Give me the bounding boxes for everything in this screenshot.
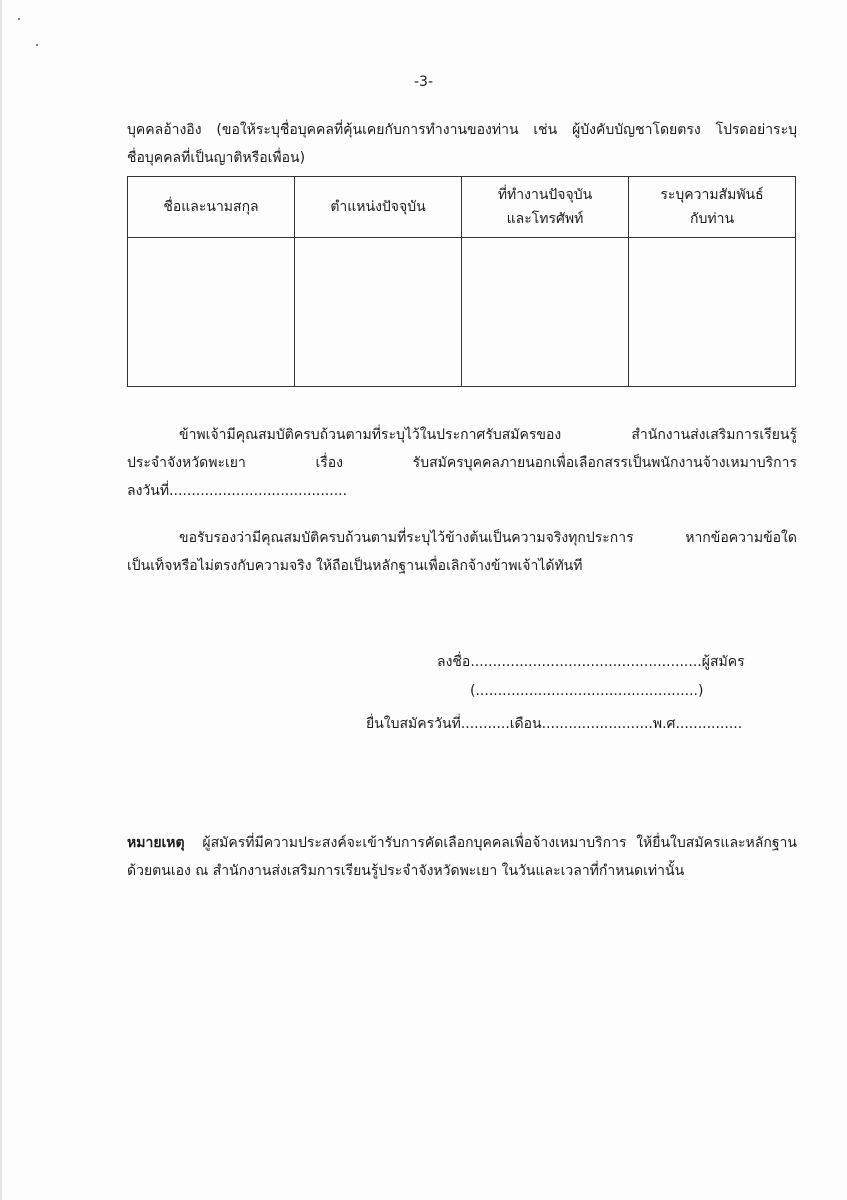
- column-header-name: ชื่อและนามสกุล: [128, 177, 295, 238]
- references-intro: [127, 116, 797, 172]
- note: [127, 829, 797, 885]
- qualification-statement: [127, 421, 797, 505]
- column-header-position: ตำแหน่งปัจจุบัน: [295, 177, 462, 238]
- scan-speck: [36, 44, 38, 46]
- references-intro-line: บุคคลอ้างอิง (ขอให้ระบุชื่อบุคคลที่คุ้นเคยกับการทำงานของท่าน เช่น ผู้บังคับบัญชาโดยตรง โปรดอย่าระบุ: [127, 122, 797, 138]
- application-date-line: ยื่นใบสมัครวันที่...........เดือน.........................พ.ศ...............: [366, 716, 743, 732]
- applicant-signature-line: ลงชื่อ....................................................ผู้สมัคร: [437, 654, 745, 670]
- table-cell-workplace[interactable]: [462, 238, 629, 387]
- scan-speck: [18, 18, 20, 20]
- column-header-relationship: ระบุความสัมพันธ์ กับท่าน: [629, 177, 796, 238]
- references-intro-line: ชื่อบุคคลที่เป็นญาติหรือเพื่อน): [127, 150, 306, 166]
- qualification-line: ข้าพเจ้ามีคุณสมบัติครบถ้วนตามที่ระบุไว้ในประกาศรับสมัครของ สำนักงานส่งเสริมการเรียนรู้: [179, 427, 797, 443]
- note-line: ด้วยตนเอง ณ สำนักงานส่งเสริมการเรียนรู้ประจำจังหวัดพะเยา ในวันและเวลาที่กำหนดเท่านั้น: [127, 863, 685, 879]
- certification-line: เป็นเท็จหรือไม่ตรงกับความจริง ให้ถือเป็นหลักฐานเพื่อเลิกจ้างข้าพเจ้าได้ทันที: [127, 558, 583, 574]
- note-line: [127, 829, 797, 857]
- references-table: [127, 176, 796, 387]
- certification-line: ขอรับรองว่ามีคุณสมบัติครบถ้วนตามที่ระบุไว้ข้างต้นเป็นความจริงทุกประการ หากข้อความข้อใด: [179, 530, 797, 546]
- qualification-date-line: ลงวันที่........................................: [127, 483, 348, 499]
- applicant-name-line: (..................................................): [470, 683, 704, 699]
- table-cell-position[interactable]: [295, 238, 462, 387]
- table-cell-name[interactable]: [128, 238, 295, 387]
- column-header-workplace: ที่ทำงานปัจจุบัน และโทรศัพท์: [462, 177, 629, 238]
- note-text: ผู้สมัครที่มีความประสงค์จะเข้ารับการคัดเลือกบุคคลเพื่อจ้างเหมาบริการ ให้ยื่นใบสมัครและหลักฐาน: [202, 835, 797, 851]
- page-number: -3-: [413, 74, 433, 90]
- table-row: [128, 238, 796, 387]
- table-header-row: [128, 177, 796, 238]
- qualification-line: ประจำจังหวัดพะเยา เรื่อง รับสมัครบุคคลภายนอกเพื่อเลือกสรรเป็นพนักงานจ้างเหมาบริการ: [127, 455, 797, 471]
- note-label: หมายเหตุ: [127, 835, 185, 851]
- table-cell-relationship[interactable]: [629, 238, 796, 387]
- certification-statement: [127, 524, 797, 580]
